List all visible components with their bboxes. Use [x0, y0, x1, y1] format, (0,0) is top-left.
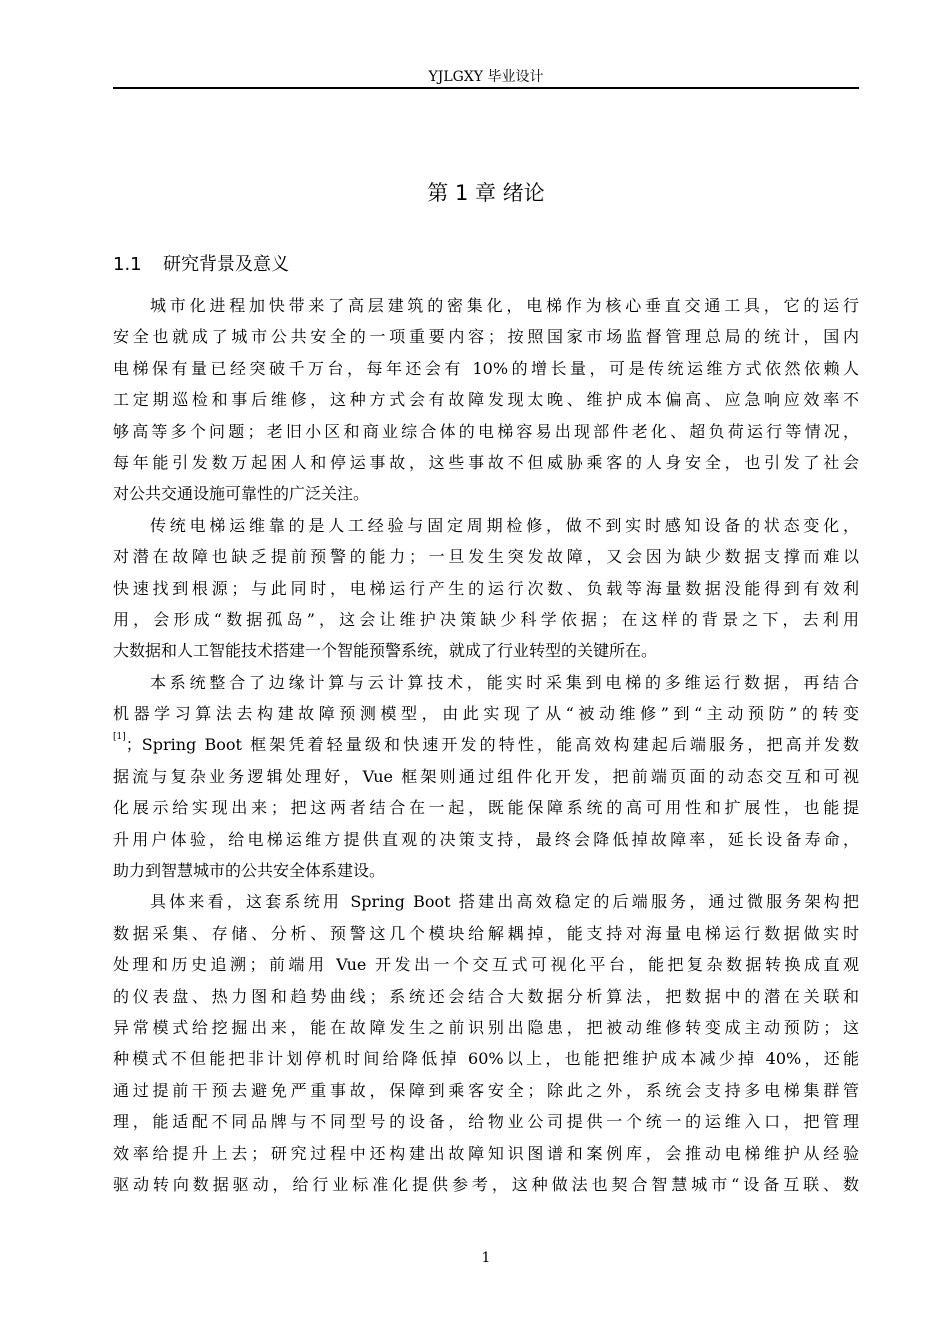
paragraph-line: 的仪表盘、热力图和趋势曲线；系统还会结合大数据分析算法，把数据中的潜在关联和: [113, 986, 859, 1006]
page-header: YJLGXY 毕业设计: [428, 69, 544, 85]
paragraph-line: 大数据和人工智能技术搭建一个智能预警系统，就成了行业转型的关键所在。: [113, 641, 658, 661]
paragraph-line: 本系统整合了边缘计算与云计算技术，能实时采集到电梯的多维运行数据，再结合: [150, 672, 859, 692]
paragraph-line: 具体来看，这套系统用 Spring Boot 搭建出高效稳定的后端服务，通过微服务架构把: [150, 892, 859, 912]
paragraph-line: 异常模式给挖掘出来，能在故障发生之前识别出隐患，把被动维修转变成主动预防；这: [113, 1017, 859, 1037]
paragraph-line: 种模式不但能把非计划停机时间给降低掉 60%以上，也能把维护成本减少掉 40%，还能: [113, 1049, 859, 1069]
citation-marker: [1]: [113, 732, 126, 743]
paragraph-line: 化展示给实现出来；把这两者结合在一起，既能保障系统的高可用性和扩展性，也能提: [113, 798, 859, 818]
paragraph-line: 效率给提升上去；研究过程中还构建出故障知识图谱和案例库，会推动电梯维护从经验: [113, 1143, 859, 1163]
paragraph-line: 够高等多个问题；老旧小区和商业综合体的电梯容易出现部件老化、超负荷运行等情况，: [113, 421, 859, 441]
paragraph-line: 升用户体验，给电梯运维方提供直观的决策支持，最终会降低掉故障率，延长设备寿命，: [113, 829, 859, 849]
paragraph-line: 用，会形成“数据孤岛”，这会让维护决策缺少科学依据；在这样的背景之下，去利用: [113, 609, 859, 629]
paragraph-line: 对公共交通设施可靠性的广泛关注。: [113, 484, 370, 504]
section-title: 研究背景及意义: [163, 254, 289, 275]
paragraph-line: 每年能引发数万起困人和停运事故，这些事故不但威胁乘客的人身安全，也引发了社会: [113, 452, 859, 472]
paragraph-line: 工定期巡检和事后维修，这种方式会有故障发现太晚、维护成本偏高、应急响应效率不: [113, 390, 859, 410]
paragraph-line: 助力到智慧城市的公共安全体系建设。: [113, 861, 386, 881]
paragraph-line: 数据采集、存储、分析、预警这几个模块给解耦掉，能支持对海量电梯运行数据做实时: [113, 923, 859, 943]
section-heading: [113, 250, 289, 280]
paragraph-line: 据流与复杂业务逻辑处理好，Vue 框架则通过组件化开发，把前端页面的动态交互和可视: [113, 766, 859, 786]
paragraph-line: 理，能适配不同品牌与不同型号的设备，给物业公司提供一个统一的运维入口，把管理: [113, 1112, 859, 1132]
paragraph-line: 传统电梯运维靠的是人工经验与固定周期检修，做不到实时感知设备的状态变化，: [150, 515, 859, 535]
paragraph-line: 电梯保有量已经突破千万台，每年还会有 10%的增长量，可是传统运维方式依然依赖人: [113, 358, 859, 378]
chapter-title: 第 1 章 绪论: [427, 181, 545, 205]
paragraph-line: 机器学习算法去构建故障预测模型，由此实现了从“被动维修”到“主动预防”的转变: [113, 704, 859, 724]
header-rule: [113, 87, 859, 89]
paragraph-line: 对潜在故障也缺乏提前预警的能力；一旦发生突发故障，又会因为缺少数据支撑而难以: [113, 547, 859, 567]
paragraph-line: 驱动转向数据驱动，给行业标准化提供参考，这种做法也契合智慧城市“设备互联、数: [113, 1174, 859, 1194]
paragraph-line: 快速找到根源；与此同时，电梯运行产生的运行次数、负载等海量数据没能得到有效利: [113, 578, 859, 598]
paragraph-line: 处理和历史追溯；前端用 Vue 开发出一个交互式可视化平台，能把复杂数据转换成直观: [113, 955, 859, 975]
body-text: [113, 290, 859, 1200]
page-number: 1: [481, 1250, 491, 1266]
section-number: 1.1: [113, 254, 142, 275]
paragraph-line: 安全也就成了城市公共安全的一项重要内容；按照国家市场监督管理总局的统计，国内: [113, 327, 859, 347]
paragraph-line-with-citation: [113, 729, 859, 760]
paragraph-line: 通过提前干预去避免严重事故，保障到乘客安全；除此之外，系统会支持多电梯集群管: [113, 1080, 859, 1100]
paragraph-line-text: ；Spring Boot 框架凭着轻量级和快速开发的特性，能高效构建起后端服务，把高并发数: [125, 735, 859, 755]
paragraph-line: 城市化进程加快带来了高层建筑的密集化，电梯作为核心垂直交通工具，它的运行: [150, 296, 859, 315]
